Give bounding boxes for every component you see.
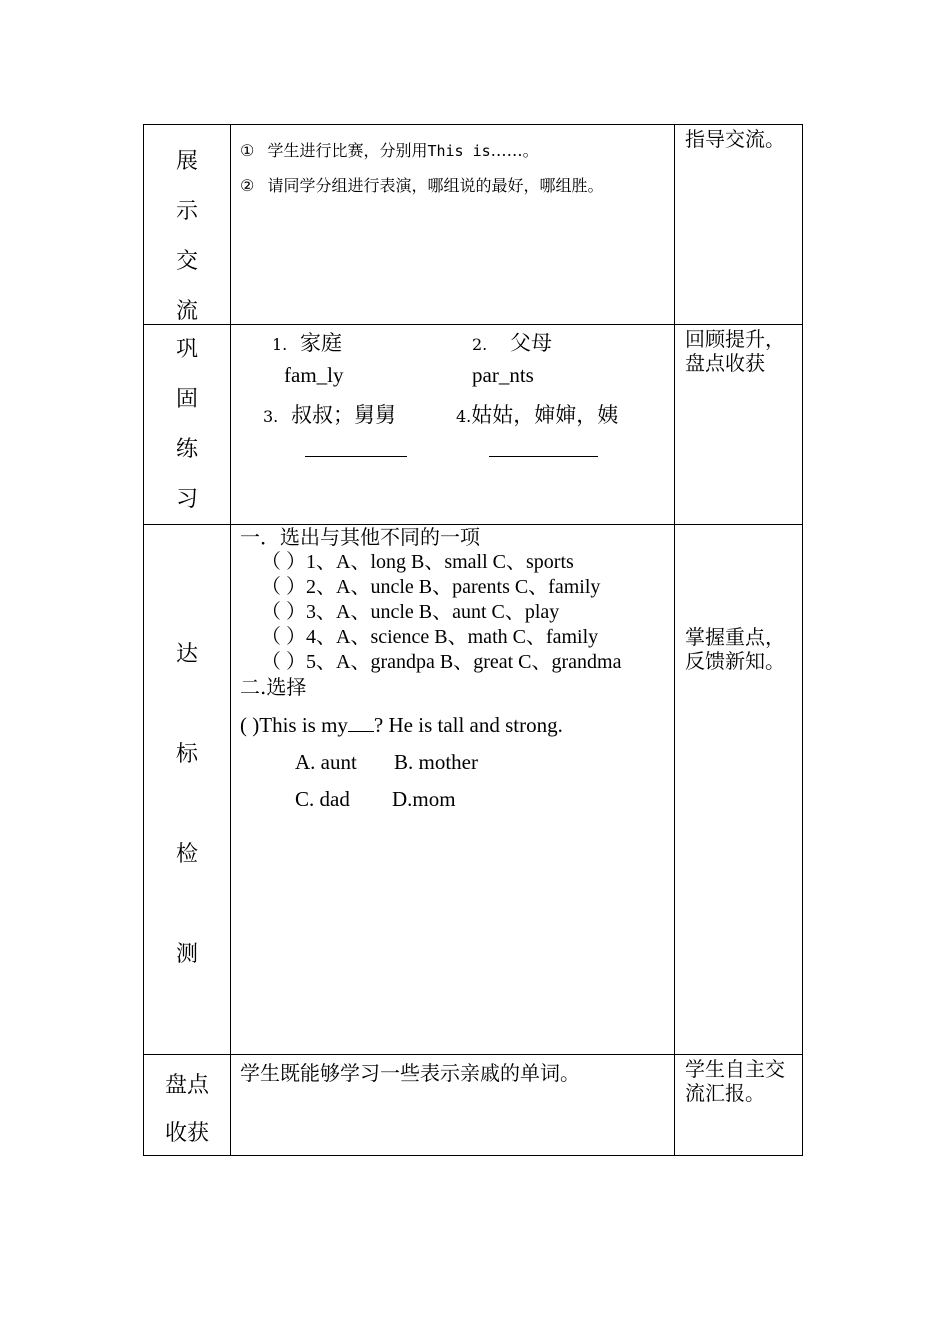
row-display-exchange [143,124,803,325]
q-chinese: 叔叔；舅舅 [290,403,396,427]
row-assessment [143,524,803,1055]
question-blank [348,713,374,732]
section-1-title: 一．选出与其他不同的一项 [240,525,480,549]
activity-item-2 [240,173,603,196]
label-char: 固 [175,387,198,412]
choice-item: （ ）5、A、grandpa B、great C、grandma [261,651,622,673]
row-summary [143,1054,803,1156]
item-number: ① [240,141,255,160]
q-chinese: 父母 [509,331,552,355]
item-text: 学生进行比赛，分别用 [267,141,428,160]
question-1 [272,327,342,357]
row-label [144,137,230,337]
item-number: ② [240,176,255,195]
choice-item: （ ）1、A、long B、small C、sports [261,551,574,573]
question-4 [456,399,618,429]
label-char: 巩 [175,337,198,362]
row-label [144,605,230,1005]
q-chinese: 家庭 [299,331,342,355]
label-text: 收获 [164,1121,209,1146]
option-a: A. aunt [295,750,357,774]
label-char: 检 [175,842,198,867]
row-note: 指导交流。 [685,127,785,151]
activity-item-1 [240,138,539,161]
q-chinese: 姑姑，婶婶，姨 [471,403,619,427]
question-text-post: ? He is tall and strong. [373,713,563,737]
label-char: 交 [175,249,198,274]
choice-item: （ ）2、A、uncle B、parents C、family [261,576,601,598]
label-char: 习 [175,487,198,512]
choice-item: （ ）3、A、uncle B、aunt C、play [261,601,560,623]
item-text: 请同学分组进行表演，哪组说的最好，哪组胜。 [267,176,604,195]
label-char: 流 [175,299,198,324]
row-note: 掌握重点，反馈新知。 [685,625,785,673]
q-number: 2. [472,335,488,354]
item-code: This is [427,142,491,160]
label-char: 示 [175,199,198,224]
summary-text: 学生既能够学习一些表示亲戚的单词。 [240,1061,580,1085]
answer-1: fam_ly [284,363,344,387]
choice-question [240,713,563,738]
item-text-post: ……。 [490,141,539,160]
section-2-title: 二.选择 [240,675,307,699]
q-number: 4. [456,407,472,426]
label-char: 达 [175,642,198,667]
label-char: 展 [175,149,198,174]
option-d: D.mom [392,787,456,811]
label-char: 练 [175,437,198,462]
q-number: 3. [263,407,279,426]
row-label [144,325,230,525]
question-text: ( )This is my [240,713,348,737]
label-char: 测 [175,942,198,967]
row-note: 回顾提升，盘点收获 [685,327,785,375]
label-char: 标 [175,742,198,767]
answer-blank-4 [489,456,598,457]
answer-blank-3 [305,456,407,457]
label-text: 盘点 [164,1073,209,1098]
row-label [144,1062,230,1158]
answer-2: par_nts [472,363,534,387]
option-c: C. dad [295,787,350,811]
option-b: B. mother [394,750,478,774]
row-practice [143,324,803,525]
row-note: 学生自主交流汇报。 [685,1057,785,1105]
question-3 [263,399,396,429]
q-number: 1. [272,335,288,354]
choice-item: （ ）4、A、science B、math C、family [261,626,599,648]
question-2 [472,327,552,357]
